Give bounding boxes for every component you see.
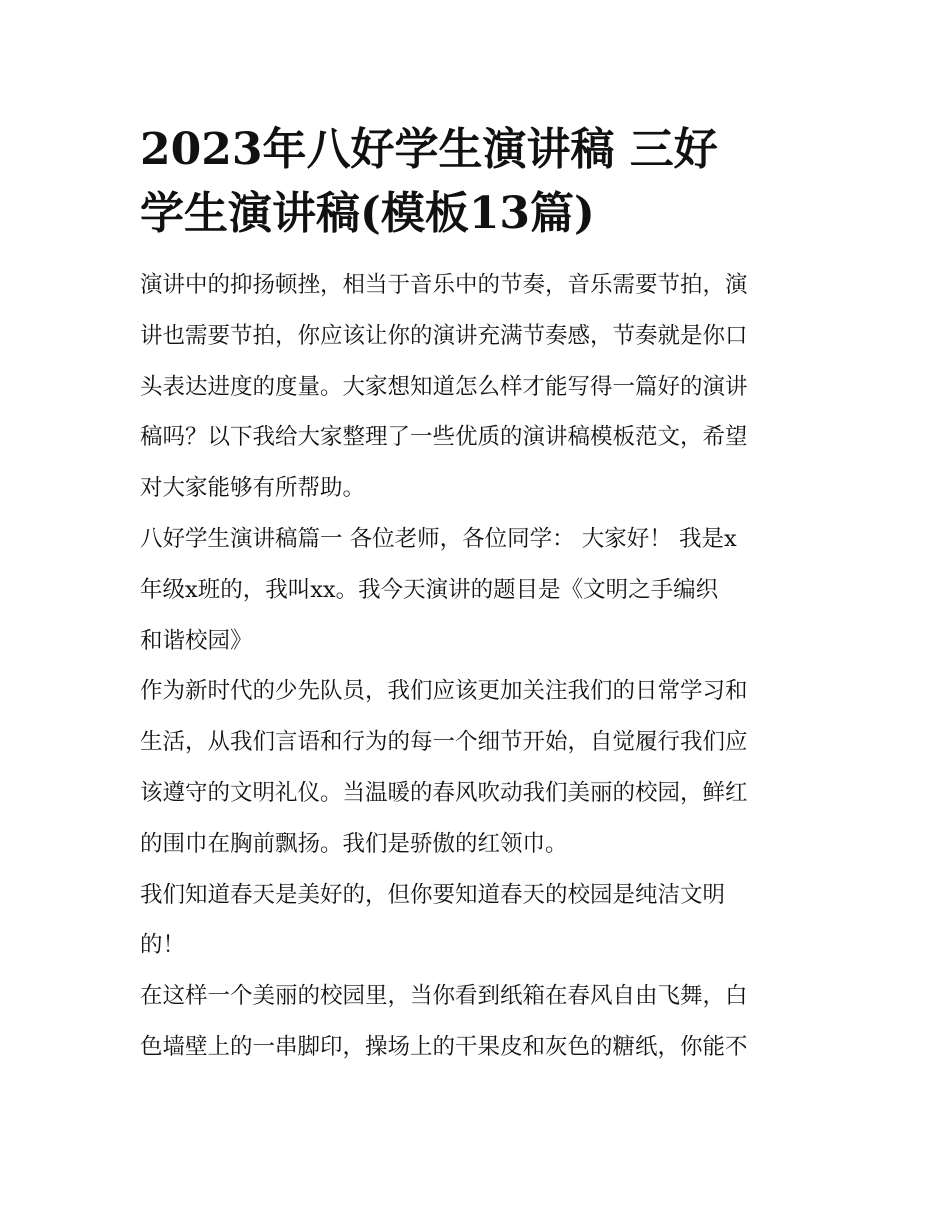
body-paragraph	[140, 971, 820, 1073]
text-line: 八好学生演讲稿篇一 各位老师，各位同学： 大家好！ 我是x	[140, 525, 737, 552]
document-title	[140, 118, 820, 246]
document-content	[140, 118, 820, 1073]
title-line: 学生演讲稿(模板13篇)	[140, 188, 595, 239]
body-paragraph	[140, 870, 820, 972]
text-line: 生活，从我们言语和行为的每一个细节开始，自觉履行我们应	[140, 729, 748, 756]
text-line: 年级x班的，我叫xx。我今天演讲的题目是《文明之手编织	[140, 576, 719, 603]
title-line: 2023年八好学生演讲稿 三好	[140, 124, 718, 175]
text-line: 色墙壁上的一串脚印，操场上的干果皮和灰色的糖纸，你能不	[140, 1033, 748, 1060]
text-line: 演讲中的抑扬顿挫，相当于音乐中的节奏，音乐需要节拍，演	[140, 272, 748, 298]
text-line: 的！	[140, 932, 186, 959]
intro-paragraph	[140, 260, 820, 514]
document-body	[140, 260, 820, 1073]
text-line: 在这样一个美丽的校园里，当你看到纸箱在春风自由飞舞，白	[140, 983, 748, 1010]
text-line: 我们知道春天是美好的，但你要知道春天的校园是纯洁文明	[140, 881, 726, 908]
body-paragraph	[140, 666, 820, 869]
text-line: 头表达进度的度量。大家想知道怎么样才能写得一篇好的演讲	[140, 373, 748, 400]
text-line: 稿吗？以下我给大家整理了一些优质的演讲稿模板范文，希望	[140, 424, 748, 451]
text-line: 和谐校园》	[140, 627, 253, 654]
text-line: 讲也需要节拍，你应该让你的演讲充满节奏感，节奏就是你口	[140, 322, 748, 349]
text-line: 作为新时代的少先队员，我们应该更加关注我们的日常学习和	[140, 678, 748, 705]
text-line: 该遵守的文明礼仪。当温暖的春风吹动我们美丽的校园，鲜红	[140, 779, 748, 806]
text-line: 对大家能够有所帮助。	[140, 475, 366, 502]
text-line: 的围巾在胸前飘扬。我们是骄傲的红领巾。	[140, 830, 568, 857]
speech-opening-paragraph	[140, 514, 820, 666]
